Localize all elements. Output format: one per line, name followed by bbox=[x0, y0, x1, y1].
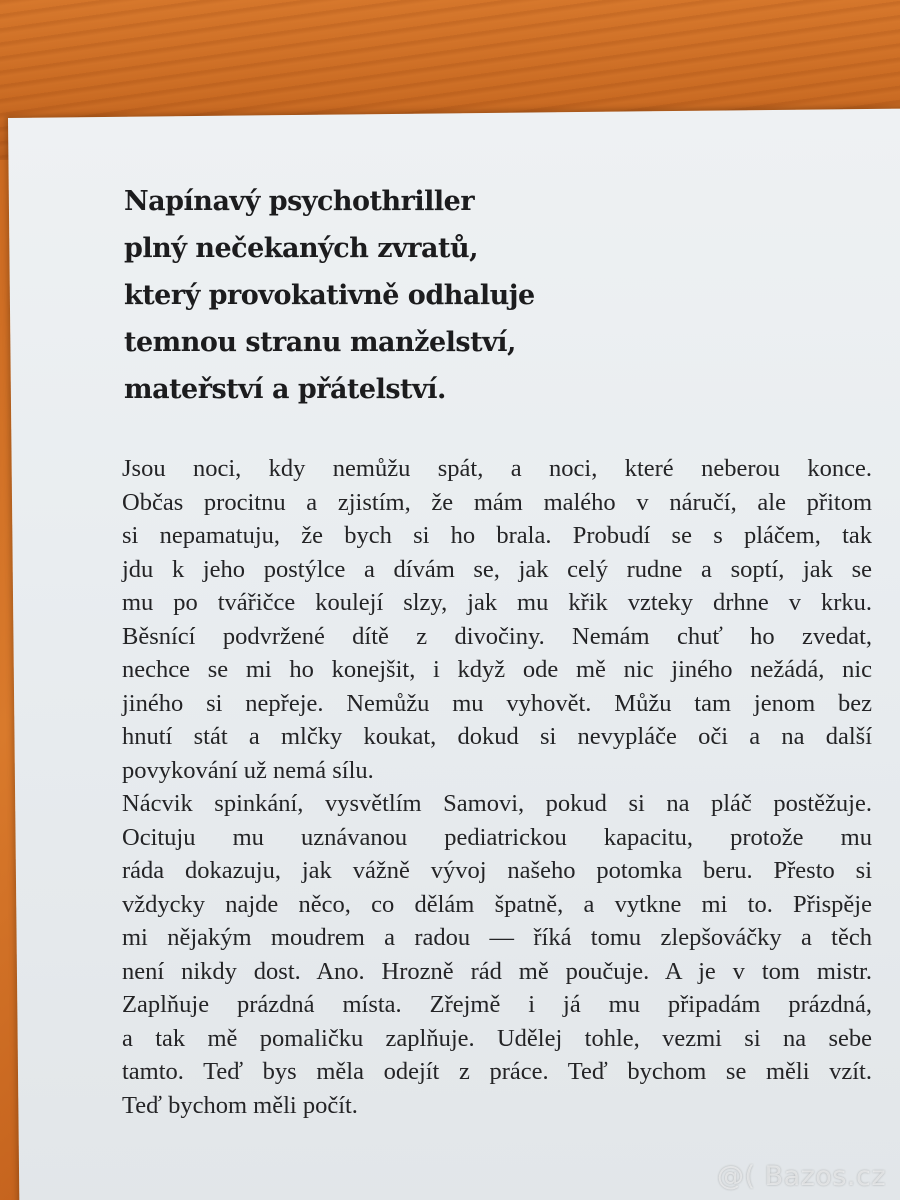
excerpt-line: mi nějakým moudrem a radou — říká tomu zlepšováčky a těch bbox=[122, 924, 872, 951]
excerpt-line: Zaplňuje prázdná místa. Zřejmě i já mu připadám prázdná, bbox=[122, 991, 872, 1018]
excerpt-line: Ocituju mu uznávanou pediatrickou kapacitu, protože mu bbox=[122, 823, 872, 851]
book-blurb-headline bbox=[124, 178, 535, 413]
headline-line: který provokativně odhaluje bbox=[124, 280, 535, 311]
excerpt-line: Občas procitnu a zjistím, že mám malého v náručí, ale přitom bbox=[122, 488, 872, 516]
excerpt-line: Běsnící podvržené dítě z divočiny. Nemám chuť ho zvedat, bbox=[122, 622, 872, 650]
excerpt-line: vždycky najde něco, co dělám špatně, a vytkne mi to. Přispěje bbox=[122, 890, 872, 918]
headline-line: plný nečekaných zvratů, bbox=[124, 233, 479, 264]
excerpt-line: mu po tvářičce koulejí slzy, jak mu křik vzteky drhne v krku. bbox=[122, 589, 872, 616]
excerpt-line: tamto. Teď bys měla odejít z práce. Teď bychom se měli vzít. bbox=[122, 1058, 872, 1085]
excerpt-line: jiného si nepřeje. Nemůžu mu vyhovět. Můžu tam jenom bez bbox=[122, 689, 872, 717]
excerpt-line: Teď bychom měli počít. bbox=[122, 1091, 358, 1119]
excerpt-line: povykování už nemá sílu. bbox=[122, 756, 374, 784]
headline-line: mateřství a přátelství. bbox=[124, 374, 446, 405]
excerpt-line: si nepamatuju, že bych si ho brala. Probudí se s pláčem, tak bbox=[122, 522, 872, 549]
excerpt-line: a tak mě pomaličku zaplňuje. Udělej tohle, vezmi si na sebe bbox=[122, 1024, 872, 1052]
excerpt-line: jdu k jeho postýlce a dívám se, jak celý rudne a soptí, jak se bbox=[122, 555, 872, 583]
excerpt-line: hnutí stát a mlčky koukat, dokud si nevypláče oči a na další bbox=[122, 723, 872, 750]
excerpt-line: Jsou noci, kdy nemůžu spát, a noci, které neberou konce. bbox=[122, 455, 872, 482]
headline-line: Napínavý psychothriller bbox=[124, 186, 475, 217]
bazos-watermark: @( Bazos.cz bbox=[716, 1161, 886, 1192]
excerpt-line: nechce se mi ho konejšit, i když ode mě nic jiného nežádá, nic bbox=[122, 656, 872, 683]
excerpt-line: není nikdy dost. Ano. Hrozně rád mě poučuje. A je v tom mistr. bbox=[122, 957, 872, 985]
excerpt-line: ráda dokazuju, jak vážně vývoj našeho potomka beru. Přesto si bbox=[122, 857, 872, 884]
excerpt-line: Nácvik spinkání, vysvětlím Samovi, pokud si na pláč postěžuje. bbox=[122, 790, 872, 817]
book-excerpt bbox=[122, 452, 872, 1122]
headline-line: temnou stranu manželství, bbox=[124, 327, 516, 358]
